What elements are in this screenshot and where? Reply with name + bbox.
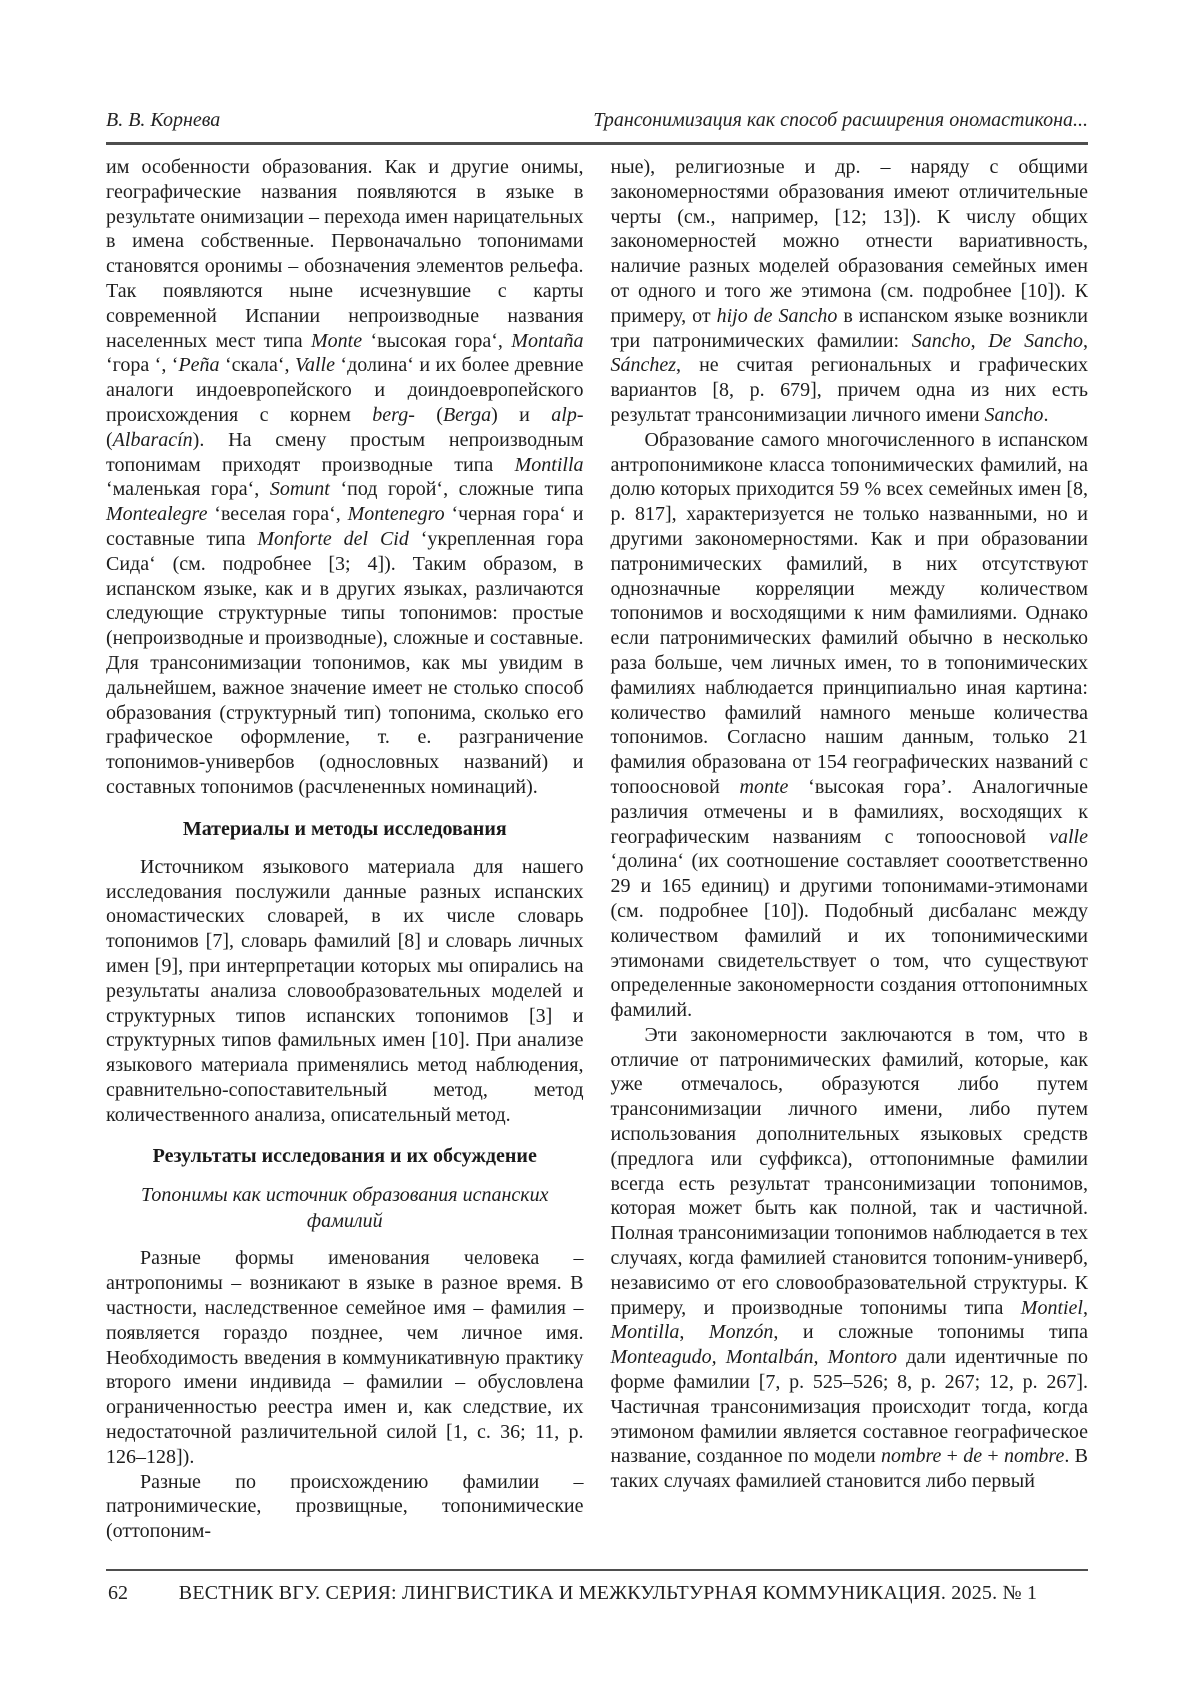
left-column xyxy=(106,155,584,1543)
right-column xyxy=(611,155,1089,1491)
italic-text-run: Somunt xyxy=(269,478,330,501)
page-footer xyxy=(106,1569,1088,1605)
running-title: Трансонимизация как способ расширения ономастикона... xyxy=(593,109,1088,131)
italic-text-run: Berga xyxy=(442,403,492,426)
text-run: Источником языкового материала для нашего исследования послужили данные разных испанских ономастических словарей, в их числе словарь топонимов [7], словарь фамилий [8] и словарь личных имен [9], при интерпретации которых мы опирались на результаты анализа словообразовательных моделей и структурных типов испанских топонимов [3] и структурных типов фамильных имен [10]. При анализе языкового материала применялись метод наблюдения, сравнительно-сопоставительный метод, метод количественного анализа, описательный метод. xyxy=(106,855,584,1126)
paragraph xyxy=(611,155,1089,428)
text-run: Эти закономерности заключаются в том, что в отличие от патронимических фамилий, которые, как уже отмечалось, образуются либо путем трансонимизации личного имени, либо путем использования дополнительных языковых средств (предлога или суффикса), оттопонимные фамилии всегда есть результат трансонимизации топонимов, которая может быть как полной, так и частичной. Полная трансонимизации топонимов наблюдается в тех случаях, когда фамилией становится топоним-универб, независимо от его словообразовательной структуры. К примеру, и производные топонимы типа xyxy=(610,1023,1088,1319)
text-run: ‘долина‘ (их соотношение составляет сооответственно 29 и 165 единиц) и другими топонимами-этимонами (см. подробнее [10]). Подобный дисбаланс между количеством фамилий и их топонимическими этимонами свидетельствует о том, что существуют определенные закономерности создания оттопонимных фамилий. xyxy=(610,850,1088,1022)
text-run: ‘гора ‘, ‘ xyxy=(106,354,179,377)
text-run: дали идентичные по форме фамилии [7, р. 525–526; 8, р. 267; 12, р. 267]. Частичная трансонимизация происходит тогда, когда этимоном фамилии является составное географическое название, созданное по модели xyxy=(610,1346,1088,1468)
text-run: ‘долина‘ и их более древние аналоги индоевропейского и доиндоевропейского происхождения с корнем xyxy=(106,354,584,426)
text-run: , xyxy=(1083,329,1089,352)
text-run: ). На смену простым непроизводным топонимам приходят производные типа xyxy=(106,428,584,476)
italic-text-run: Albaracín xyxy=(112,428,193,451)
italic-text-run: Peña xyxy=(178,354,220,377)
author-name: В. В. Корнева xyxy=(106,109,221,131)
italic-text-run: nombre xyxy=(881,1445,942,1468)
italic-text-run: Valle xyxy=(294,354,335,377)
paragraph xyxy=(611,1023,1089,1494)
text-run: Образование самого многочисленного в испанском антропонимиконе класса топонимических фамилий, на долю которых приходится 59 % всех семейных имен [8, р. 817], характеризуется не только названными, но и другими закономерностями. Как и при образовании патронимических фамилий, в них отсутствуют однозначные корреляции между количеством топонимов и восходящими к ним фамилиями. Однако если патронимических фамилий обычно в несколько раза больше, чем личных имен, то в топонимических фамилиях наблюдается принципиально иная картина: количество фамилий намного меньше количества топонимов. Согласно нашим данным, только 21 фамилия образована от 154 географических названий с топоосновой xyxy=(610,428,1088,798)
italic-text-run: Montiel xyxy=(1020,1296,1083,1319)
paragraph xyxy=(611,428,1089,1023)
page-number: 62 xyxy=(108,1582,128,1604)
text-run: + xyxy=(941,1445,964,1468)
text-run: . xyxy=(1043,403,1049,426)
text-run: ‘веселая гора‘, xyxy=(207,503,348,526)
italic-text-run: Montaña xyxy=(511,329,584,352)
text-run: . В таких случаях фамилией становится либо первый xyxy=(610,1445,1088,1493)
journal-title-line: ВЕСТНИК ВГУ. СЕРИЯ: ЛИНГВИСТИКА И МЕЖКУЛЬТУРНАЯ КОММУНИКАЦИЯ. 2025. № 1 xyxy=(178,1582,1038,1604)
text-run: ‘высокая гора’. Аналогичные различия отмечены и в фамилиях, восходящих к географическим названиям с топоосновой xyxy=(610,775,1088,848)
italic-text-run: Sánchez xyxy=(610,354,677,377)
italic-text-run: De Sancho xyxy=(988,329,1084,352)
section-heading: Материалы и методы исследования xyxy=(182,817,507,840)
text-run: + xyxy=(982,1445,1004,1468)
italic-text-run: Monforte del Cid xyxy=(257,527,409,550)
text-run: ‘под горой‘, сложные типа xyxy=(329,478,584,501)
italic-text-run: Sancho xyxy=(911,329,971,352)
italic-text-run: de xyxy=(963,1445,983,1468)
italic-text-run: Montealegre xyxy=(106,503,208,526)
running-header xyxy=(106,0,1088,145)
italic-text-run: berg- xyxy=(372,403,415,426)
italic-text-run: valle xyxy=(1049,825,1088,848)
text-run: ‘укрепленная гора Сида‘ (см. подробнее [3; 4]). Таким образом, в испанском языке, как и в других языках, различаются следующие структурные типы топонимов: простые (непроизводные и производные), сложные и составные. Для трансонимизации топонимов, как мы увидим в дальнейшем, важное значение имеет не столько способ образования (структурный тип) топонима, сколько его графическое оформление, т. е. разграничение топонимов-универбов (однословных названий) и составных топонимов (расчлененных номинаций). xyxy=(106,527,584,798)
text-run: ‘черная гора‘ и составные типа xyxy=(106,503,584,550)
paragraph xyxy=(106,1246,584,1469)
text-run: , не считая региональных и графических вариантов [8, р. 679], причем одна из них есть результат трансонимизации личного имени xyxy=(610,354,1088,426)
italic-text-run: Monteagudo, Montalbán, Montoro xyxy=(610,1346,897,1369)
text-run: , xyxy=(1083,1296,1088,1319)
italic-text-run: nombre xyxy=(1003,1445,1065,1468)
italic-text-run: alp- xyxy=(551,403,584,426)
text-run: ‘скала‘, xyxy=(219,354,295,377)
italic-text-run: Montilla xyxy=(610,1321,680,1344)
italic-text-run: hijo de Sancho xyxy=(716,304,838,327)
text-run: ) и xyxy=(491,403,552,426)
text-run: , xyxy=(679,1321,709,1344)
subsection-heading: Топонимы как источник образования испанских фамилий xyxy=(141,1184,549,1233)
paragraph xyxy=(106,1470,584,1544)
text-run: в испанском языке возникли три патронимических фамилии: xyxy=(610,304,1088,352)
italic-text-run: Monte xyxy=(311,329,363,352)
section-heading: Результаты исследования и их обсуждение xyxy=(152,1145,537,1168)
text-run: ( xyxy=(106,428,113,451)
text-run: ( xyxy=(414,403,443,426)
two-column-body xyxy=(106,155,1089,1543)
text-run: им особенности образования. Как и другие онимы, географические названия появляются в языке в результате онимизации – перехода имен нарицательных в имена собственные. Первоначально топонимами становятся оронимы – обозначения элементов рельефа. Так появляются ныне исчезнувшие с карты современной Испании непроизводные названия населенных мест типа xyxy=(106,156,584,352)
italic-text-run: Montilla xyxy=(514,453,584,476)
italic-text-run: monte xyxy=(739,775,789,798)
text-run: Разные формы именования человека – антропонимы – возникают в языке в разное время. В частности, наследственное семейное имя – фамилия – появляется гораздо позднее, чем личное имя. Необходимость введения в коммуникативную практику второго имени индивида – фамилии – обусловлена ограниченностью реестра имен и, как следствие, их недостаточной различительной силой [1, с. 36; 11, р. 126–128]). xyxy=(106,1247,584,1468)
paragraph xyxy=(106,155,584,800)
italic-text-run: Monzón xyxy=(708,1321,774,1344)
text-run: ‘маленькая гора‘, xyxy=(106,478,270,501)
text-run: Разные по происхождению фамилии – патронимические, прозвищные, топонимические (оттопоним- xyxy=(106,1470,584,1543)
text-run: , xyxy=(970,329,989,352)
paragraph xyxy=(106,855,584,1128)
text-run: , и сложные топонимы типа xyxy=(773,1321,1088,1344)
italic-text-run: Montenegro xyxy=(347,503,445,526)
italic-text-run: Sancho xyxy=(984,403,1044,426)
text-run: ные), религиозные и др. – наряду с общими закономерностями образования имеют отличительные черты (см., например, [12; 13]). К числу общих закономерностей можно отнести вариативность, наличие разных моделей образования семейных имен от одного и того же этимона (см. подробнее [10]). К примеру, от xyxy=(610,156,1088,327)
text-run: ‘высокая гора‘, xyxy=(362,329,512,352)
